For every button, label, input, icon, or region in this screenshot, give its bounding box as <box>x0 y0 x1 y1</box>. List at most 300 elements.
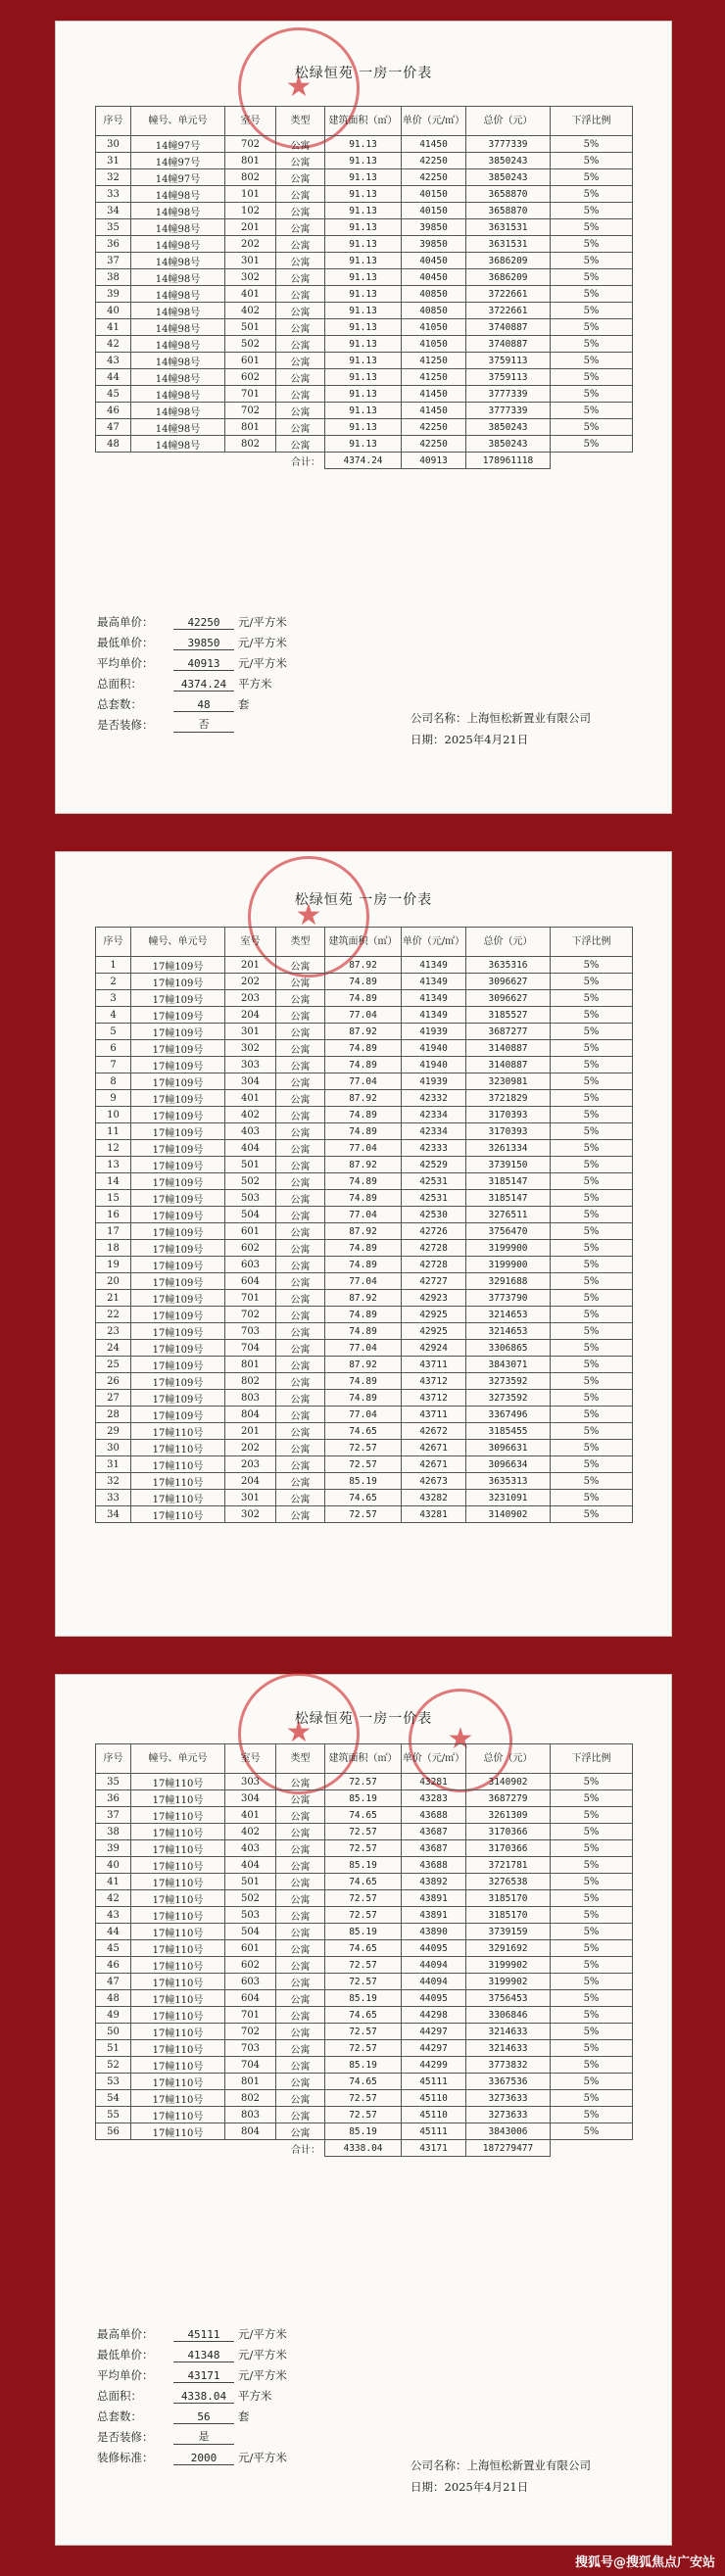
table-cell: 3170366 <box>466 1840 551 1857</box>
table-cell: 公寓 <box>276 319 325 336</box>
table-cell: 5% <box>551 1407 633 1423</box>
table-cell: 301 <box>225 253 276 269</box>
table-cell: 公寓 <box>276 1924 325 1940</box>
table-row <box>96 169 633 186</box>
price-table <box>95 106 633 469</box>
table-cell: 17 <box>96 1223 131 1240</box>
table-cell: 3687277 <box>466 1024 551 1040</box>
table-cell: 802 <box>225 2090 276 2107</box>
table-cell: 41349 <box>402 957 466 974</box>
table-row <box>96 286 633 303</box>
table-cell: 74.89 <box>325 1373 402 1390</box>
table-cell: 17幢109号 <box>131 1007 225 1024</box>
table-cell: 41940 <box>402 1057 466 1073</box>
table-cell: 85.19 <box>325 1857 402 1874</box>
table-row <box>96 1456 633 1473</box>
col-header: 类型 <box>276 928 325 957</box>
table-cell: 5% <box>551 2007 633 2024</box>
table-cell: 3199902 <box>466 1957 551 1974</box>
table-cell: 402 <box>225 1107 276 1123</box>
table-row <box>96 957 633 974</box>
table-cell: 3273592 <box>466 1373 551 1390</box>
total-label: 合计： <box>96 453 325 469</box>
table-cell: 43890 <box>402 1924 466 1940</box>
col-header: 下浮比例 <box>551 1744 633 1774</box>
summary-value: 2000 <box>173 2452 234 2465</box>
table-cell: 17幢110号 <box>131 2090 225 2107</box>
table-cell: 77.04 <box>325 1273 402 1290</box>
table-cell: 42672 <box>402 1423 466 1440</box>
table-cell: 42728 <box>402 1240 466 1257</box>
table-cell: 401 <box>225 1090 276 1107</box>
table-cell: 91.13 <box>325 419 402 436</box>
table-cell: 33 <box>96 186 131 203</box>
table-cell: 40850 <box>402 303 466 319</box>
table-cell: 801 <box>225 2074 276 2090</box>
table-cell: 3759113 <box>466 353 551 369</box>
table-cell: 5% <box>551 136 633 153</box>
table-row <box>96 253 633 269</box>
table-cell: 3739159 <box>466 1924 551 1940</box>
table-cell: 91.13 <box>325 236 402 253</box>
table-cell: 3740887 <box>466 336 551 353</box>
summary-unit: 平方米 <box>238 677 272 691</box>
table-cell: 公寓 <box>276 436 325 453</box>
table-cell: 54 <box>96 2090 131 2107</box>
table-cell: 17幢110号 <box>131 1907 225 1924</box>
table-cell: 43283 <box>402 1790 466 1807</box>
table-cell: 公寓 <box>276 2107 325 2123</box>
table-row <box>96 1990 633 2007</box>
table-row <box>96 2040 633 2057</box>
table-cell: 91.13 <box>325 403 402 419</box>
table-cell: 18 <box>96 1240 131 1257</box>
table-cell: 3261309 <box>466 1807 551 1824</box>
table-cell: 41250 <box>402 369 466 386</box>
price-table <box>95 1743 633 2157</box>
table-cell: 40150 <box>402 186 466 203</box>
table-row <box>96 1490 633 1506</box>
table-cell: 3686209 <box>466 269 551 286</box>
company-name: 公司名称：上海恒松新置业有限公司 <box>411 711 591 725</box>
table-cell: 13 <box>96 1157 131 1173</box>
table-cell: 3756453 <box>466 1990 551 2007</box>
table-cell: 公寓 <box>276 1273 325 1290</box>
price-summary <box>97 2321 287 2465</box>
summary-unit: 套 <box>238 697 250 711</box>
table-cell: 公寓 <box>276 1223 325 1240</box>
table-cell: 39850 <box>402 219 466 236</box>
table-cell: 44297 <box>402 2040 466 2057</box>
table-cell: 42531 <box>402 1190 466 1207</box>
table-row <box>96 1824 633 1840</box>
table-cell: 公寓 <box>276 1990 325 2007</box>
table-cell: 公寓 <box>276 1940 325 1957</box>
table-cell: 3214633 <box>466 2040 551 2057</box>
table-cell: 3850243 <box>466 169 551 186</box>
table-cell: 17幢109号 <box>131 1190 225 1207</box>
table-cell: 302 <box>225 269 276 286</box>
summary-row <box>97 630 287 650</box>
table-cell: 91.13 <box>325 436 402 453</box>
table-cell: 42531 <box>402 1173 466 1190</box>
table-cell: 602 <box>225 1240 276 1257</box>
col-header: 总价（元） <box>466 1744 551 1774</box>
table-cell: 42250 <box>402 169 466 186</box>
table-header-row <box>96 107 633 136</box>
table-row <box>96 1073 633 1090</box>
table-cell: 501 <box>225 1157 276 1173</box>
table-cell: 17幢109号 <box>131 1024 225 1040</box>
table-cell: 3740887 <box>466 319 551 336</box>
table-cell: 17幢110号 <box>131 2123 225 2140</box>
table-cell: 公寓 <box>276 1807 325 1824</box>
table-cell: 3170393 <box>466 1107 551 1123</box>
table-cell: 74.65 <box>325 1874 402 1890</box>
table-cell: 604 <box>225 1990 276 2007</box>
source-watermark: 搜狐号@搜狐焦点广安站 <box>574 2555 715 2570</box>
table-cell: 28 <box>96 1407 131 1423</box>
table-cell: 20 <box>96 1273 131 1290</box>
table-cell: 3306865 <box>466 1340 551 1357</box>
table-cell: 72.57 <box>325 2090 402 2107</box>
table-cell: 3096627 <box>466 974 551 990</box>
table-cell: 3096634 <box>466 1456 551 1473</box>
table-cell: 74.89 <box>325 1040 402 1057</box>
table-cell: 5% <box>551 1490 633 1506</box>
table-cell: 公寓 <box>276 1907 325 1924</box>
table-cell: 46 <box>96 403 131 419</box>
table-cell: 17幢110号 <box>131 2057 225 2074</box>
table-cell: 87.92 <box>325 1024 402 1040</box>
table-cell: 502 <box>225 1890 276 1907</box>
table-cell: 5% <box>551 1423 633 1440</box>
table-cell: 5% <box>551 2040 633 2057</box>
table-cell: 5% <box>551 1957 633 1974</box>
table-cell: 43712 <box>402 1373 466 1390</box>
table-cell: 91.13 <box>325 303 402 319</box>
table-cell: 42671 <box>402 1440 466 1456</box>
table-cell: 44094 <box>402 1957 466 1974</box>
table-cell: 603 <box>225 1257 276 1273</box>
table-row <box>96 1907 633 1924</box>
table-cell: 44298 <box>402 2007 466 2024</box>
table-cell: 74.89 <box>325 1173 402 1190</box>
table-row <box>96 1323 633 1340</box>
table-cell: 5% <box>551 1240 633 1257</box>
summary-label: 总面积： <box>97 677 142 691</box>
table-cell: 40450 <box>402 269 466 286</box>
summary-unit: 元/平方米 <box>238 636 287 649</box>
table-cell: 14幢98号 <box>131 269 225 286</box>
table-cell: 3096627 <box>466 990 551 1007</box>
table-cell: 公寓 <box>276 1057 325 1073</box>
table-cell: 5% <box>551 2090 633 2107</box>
table-cell: 43687 <box>402 1840 466 1857</box>
table-cell: 44094 <box>402 1974 466 1990</box>
table-cell: 5% <box>551 1357 633 1373</box>
table-cell: 72.57 <box>325 1440 402 1456</box>
table-cell: 41349 <box>402 974 466 990</box>
table-cell: 公寓 <box>276 2090 325 2107</box>
table-cell: 公寓 <box>276 1790 325 1807</box>
table-cell: 公寓 <box>276 2123 325 2140</box>
table-row <box>96 1040 633 1057</box>
table-cell: 3199900 <box>466 1240 551 1257</box>
table-cell: 51 <box>96 2040 131 2057</box>
table-cell: 14幢98号 <box>131 403 225 419</box>
table-cell: 72.57 <box>325 2040 402 2057</box>
table-cell: 704 <box>225 1340 276 1357</box>
table-cell: 72.57 <box>325 1890 402 1907</box>
table-cell: 50 <box>96 2024 131 2040</box>
table-cell: 公寓 <box>276 369 325 386</box>
table-cell: 公寓 <box>276 1407 325 1423</box>
table-cell: 74.65 <box>325 2007 402 2024</box>
summary-row <box>97 2445 287 2465</box>
table-cell: 101 <box>225 186 276 203</box>
table-cell: 45 <box>96 1940 131 1957</box>
summary-label: 装修标准： <box>97 2451 154 2464</box>
table-cell: 91.13 <box>325 319 402 336</box>
table-cell: 5% <box>551 1140 633 1157</box>
table-cell: 77.04 <box>325 1407 402 1423</box>
table-cell: 5% <box>551 1907 633 1924</box>
table-cell: 39 <box>96 1840 131 1857</box>
summary-value: 4338.04 <box>173 2390 234 2404</box>
table-cell: 5% <box>551 1073 633 1090</box>
table-cell: 14幢98号 <box>131 203 225 219</box>
table-cell: 5% <box>551 1307 633 1323</box>
table-cell: 3185147 <box>466 1173 551 1190</box>
table-cell: 14幢98号 <box>131 386 225 403</box>
table-header-row <box>96 1744 633 1774</box>
table-cell: 41050 <box>402 319 466 336</box>
col-header: 幢号、单元号 <box>131 107 225 136</box>
summary-row <box>97 2424 287 2445</box>
table-cell: 5% <box>551 1090 633 1107</box>
table-cell: 52 <box>96 2057 131 2074</box>
table-cell: 5% <box>551 1990 633 2007</box>
table-cell: 601 <box>225 1223 276 1240</box>
table-cell: 14幢98号 <box>131 286 225 303</box>
table-cell: 3658870 <box>466 203 551 219</box>
table-cell: 48 <box>96 436 131 453</box>
table-row <box>96 1107 633 1123</box>
table-cell: 公寓 <box>276 1240 325 1257</box>
table-cell: 公寓 <box>276 1490 325 1506</box>
table-cell: 37 <box>96 1807 131 1824</box>
table-cell: 3773832 <box>466 2057 551 2074</box>
table-row <box>96 1090 633 1107</box>
table-cell: 36 <box>96 236 131 253</box>
summary-unit: 元/平方米 <box>238 2348 287 2361</box>
total-price: 187279477 <box>466 2140 551 2157</box>
table-cell: 5% <box>551 990 633 1007</box>
table-cell: 公寓 <box>276 1024 325 1040</box>
table-cell: 44095 <box>402 1990 466 2007</box>
price-sheet-page-3 <box>56 1675 671 2545</box>
table-cell: 803 <box>225 2107 276 2123</box>
table-cell: 5% <box>551 1057 633 1073</box>
summary-label: 总套数： <box>97 697 142 711</box>
col-header: 室号 <box>225 107 276 136</box>
table-cell: 3261334 <box>466 1140 551 1157</box>
table-cell: 14 <box>96 1173 131 1190</box>
table-row <box>96 2123 633 2140</box>
table-row <box>96 1290 633 1307</box>
table-cell: 40450 <box>402 253 466 269</box>
table-cell: 3199902 <box>466 1974 551 1990</box>
table-cell: 3687279 <box>466 1790 551 1807</box>
table-cell: 3722661 <box>466 303 551 319</box>
table-cell: 3185170 <box>466 1890 551 1907</box>
table-row <box>96 1123 633 1140</box>
table-cell: 703 <box>225 2040 276 2057</box>
summary-label: 平均单价： <box>97 2368 154 2382</box>
table-cell: 5% <box>551 1974 633 1990</box>
table-row <box>96 1140 633 1157</box>
summary-value: 43171 <box>173 2369 234 2383</box>
table-cell: 3273592 <box>466 1390 551 1407</box>
table-row <box>96 1273 633 1290</box>
table-cell: 17幢110号 <box>131 1840 225 1857</box>
table-cell: 公寓 <box>276 1774 325 1790</box>
table-cell: 42250 <box>402 436 466 453</box>
table-row <box>96 1307 633 1323</box>
table-cell: 公寓 <box>276 1173 325 1190</box>
price-table <box>95 927 633 1523</box>
table-cell: 15 <box>96 1190 131 1207</box>
table-cell: 41250 <box>402 353 466 369</box>
table-cell: 74.89 <box>325 974 402 990</box>
table-cell: 3273633 <box>466 2107 551 2123</box>
col-header: 下浮比例 <box>551 107 633 136</box>
table-row <box>96 2024 633 2040</box>
table-cell: 3759113 <box>466 369 551 386</box>
table-cell: 公寓 <box>276 1473 325 1490</box>
table-cell: 17幢109号 <box>131 1157 225 1173</box>
summary-row <box>97 2342 287 2362</box>
table-cell: 41 <box>96 1874 131 1890</box>
table-row <box>96 990 633 1007</box>
table-cell: 17幢109号 <box>131 974 225 990</box>
table-cell: 5% <box>551 386 633 403</box>
table-row <box>96 1240 633 1257</box>
table-cell: 503 <box>225 1190 276 1207</box>
table-cell: 42925 <box>402 1307 466 1323</box>
table-cell: 47 <box>96 1974 131 1990</box>
table-cell: 8 <box>96 1073 131 1090</box>
table-cell: 301 <box>225 1490 276 1506</box>
table-cell: 1 <box>96 957 131 974</box>
table-cell: 17幢109号 <box>131 1390 225 1407</box>
table-cell: 3635313 <box>466 1473 551 1490</box>
table-cell: 44 <box>96 1924 131 1940</box>
table-cell: 35 <box>96 1774 131 1790</box>
summary-value: 41348 <box>173 2349 234 2362</box>
table-cell: 304 <box>225 1073 276 1090</box>
table-cell: 56 <box>96 2123 131 2140</box>
table-cell: 702 <box>225 1307 276 1323</box>
table-cell: 3214653 <box>466 1323 551 1340</box>
table-cell: 602 <box>225 369 276 386</box>
table-cell: 14幢98号 <box>131 319 225 336</box>
table-cell: 5% <box>551 1774 633 1790</box>
table-cell: 802 <box>225 169 276 186</box>
summary-row <box>97 671 287 692</box>
summary-label: 平均单价： <box>97 656 154 670</box>
table-cell: 5% <box>551 1040 633 1057</box>
table-cell: 403 <box>225 1123 276 1140</box>
table-cell: 43891 <box>402 1890 466 1907</box>
table-cell: 55 <box>96 2107 131 2123</box>
table-cell: 201 <box>225 219 276 236</box>
summary-row <box>97 609 287 630</box>
table-cell: 38 <box>96 1824 131 1840</box>
table-cell: 43711 <box>402 1407 466 1423</box>
summary-row <box>97 2383 287 2404</box>
table-cell: 42727 <box>402 1273 466 1290</box>
table-cell: 91.13 <box>325 386 402 403</box>
table-cell: 公寓 <box>276 2040 325 2057</box>
table-cell: 39850 <box>402 236 466 253</box>
summary-row <box>97 2362 287 2383</box>
table-cell: 3631531 <box>466 219 551 236</box>
table-cell: 17幢110号 <box>131 1957 225 1974</box>
table-cell: 74.89 <box>325 1057 402 1073</box>
table-cell: 公寓 <box>276 419 325 436</box>
table-cell: 17幢110号 <box>131 2040 225 2057</box>
table-cell: 17幢109号 <box>131 1123 225 1140</box>
summary-unit: 元/平方米 <box>238 656 287 670</box>
col-header: 序号 <box>96 1744 131 1774</box>
table-cell: 3843071 <box>466 1357 551 1373</box>
table-cell: 5% <box>551 1924 633 1940</box>
table-cell: 702 <box>225 136 276 153</box>
table-row <box>96 1207 633 1223</box>
summary-row <box>97 2404 287 2424</box>
table-cell: 43711 <box>402 1357 466 1373</box>
table-cell: 42 <box>96 1890 131 1907</box>
table-cell: 45 <box>96 386 131 403</box>
table-cell: 85.19 <box>325 2057 402 2074</box>
summary-value: 48 <box>173 698 234 712</box>
table-cell: 43281 <box>402 1506 466 1523</box>
table-cell: 85.19 <box>325 1790 402 1807</box>
table-cell: 5% <box>551 1123 633 1140</box>
table-cell: 公寓 <box>276 1957 325 1974</box>
table-cell: 42334 <box>402 1123 466 1140</box>
table-cell: 74.65 <box>325 1807 402 1824</box>
price-summary <box>97 609 287 733</box>
table-cell: 公寓 <box>276 203 325 219</box>
table-cell: 3777339 <box>466 386 551 403</box>
summary-label: 最低单价： <box>97 2348 154 2361</box>
table-cell: 41050 <box>402 336 466 353</box>
col-header: 总价（元） <box>466 107 551 136</box>
table-cell: 公寓 <box>276 1456 325 1473</box>
table-cell: 44095 <box>402 1940 466 1957</box>
summary-row <box>97 712 287 733</box>
table-row <box>96 1257 633 1273</box>
table-cell: 403 <box>225 1840 276 1857</box>
table-cell: 204 <box>225 1007 276 1024</box>
table-cell: 42671 <box>402 1456 466 1473</box>
table-cell: 201 <box>225 957 276 974</box>
summary-label: 最低单价： <box>97 636 154 649</box>
table-cell: 5% <box>551 1390 633 1407</box>
